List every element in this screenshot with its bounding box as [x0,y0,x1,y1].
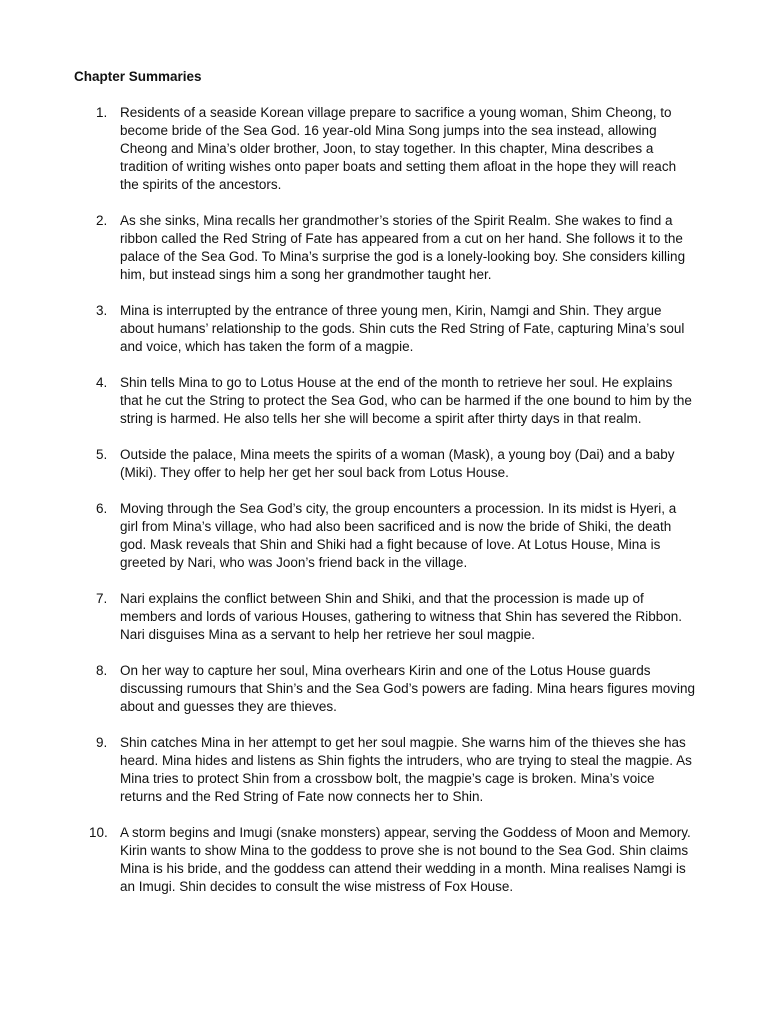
chapter-number-10: 10. [89,825,108,840]
chapter-summary-2 [0,212,768,284]
chapter-summary-text-8: On her way to capture her soul, Mina overhears Kirin and one of the Lotus House guards discussing rumours that Shin’s and the Sea God’s powers are fading. Mina hears figures moving about and guesses they are thieves. [120,663,696,714]
page-title: Chapter Summaries [74,69,202,84]
chapter-number-9: 9. [96,735,108,750]
chapter-summary-text-10: A storm begins and Imugi (snake monsters) appear, serving the Goddess of Moon and Memory. Kirin wants to show Mina to the goddess to prove she is not bound to the Sea God. Shin claims Mina is his bride, and the goddess can attend their wedding in a month. Mina realises Namgi is an Imugi. Shin decides to consult the wise mistress of Fox House. [120,825,691,894]
chapter-summary-text-5: Outside the palace, Mina meets the spirits of a woman (Mask), a young boy (Dai) and a baby (Miki). They offer to help her get her soul back from Lotus House. [120,447,675,480]
chapter-summary-list [0,104,768,914]
chapter-number-6: 6. [96,501,108,516]
chapter-number-2: 2. [96,213,108,228]
chapter-summary-text-4: Shin tells Mina to go to Lotus House at the end of the month to retrieve her soul. He explains that he cut the String to protect the Sea God, who can be harmed if the one bound to him by the string is harmed. He also tells her she will become a spirit after thirty days in that realm. [120,375,692,426]
chapter-number-5: 5. [96,447,108,462]
chapter-number-1: 1. [96,105,108,120]
chapter-summary-5 [0,446,768,482]
chapter-summary-8 [0,662,768,716]
chapter-number-4: 4. [96,375,108,390]
chapter-summary-9 [0,734,768,806]
chapter-summary-10 [0,824,768,896]
chapter-summary-1 [0,104,768,194]
chapter-number-7: 7. [96,591,108,606]
chapter-number-8: 8. [96,663,108,678]
chapter-summary-7 [0,590,768,644]
chapter-number-3: 3. [96,303,108,318]
chapter-summary-4 [0,374,768,428]
chapter-summary-text-1: Residents of a seaside Korean village prepare to sacrifice a young woman, Shim Cheong, to become bride of the Sea God. 16 year-old Mina Song jumps into the sea instead, allowing Cheong and Mina’s older brother, Joon, to stay together. In this chapter, Mina describes a tradition of writing wishes onto paper boats and setting them afloat in the hope they will reach the spirits of the ancestors. [120,105,677,192]
chapter-summary-text-2: As she sinks, Mina recalls her grandmother’s stories of the Spirit Realm. She wakes to find a ribbon called the Red String of Fate has appeared from a cut on her hand. She follows it to the palace of the Sea God. To Mina’s surprise the god is a lonely-looking boy. She considers killing him, but instead sings him a song her grandmother taught her. [120,213,686,282]
chapter-summary-text-7: Nari explains the conflict between Shin and Shiki, and that the procession is made up of members and lords of various Houses, gathering to witness that Shin has severed the Ribbon. Nari disguises Mina as a servant to help her retrieve her soul magpie. [120,591,683,642]
chapter-summary-text-6: Moving through the Sea God’s city, the group encounters a procession. In its midst is Hyeri, a girl from Mina’s village, who had also been sacrificed and is now the bride of Shiki, the death god. Mask reveals that Shin and Shiki had a fight because of love. At Lotus House, Mina is greeted by Nari, who was Joon’s friend back in the village. [120,501,677,570]
chapter-summary-3 [0,302,768,356]
chapter-summary-text-3: Mina is interrupted by the entrance of three young men, Kirin, Namgi and Shin. They argue about humans’ relationship to the gods. Shin cuts the Red String of Fate, capturing Mina’s soul and voice, which has taken the form of a magpie. [120,303,685,354]
chapter-summary-text-9: Shin catches Mina in her attempt to get her soul magpie. She warns him of the thieves she has heard. Mina hides and listens as Shin fights the intruders, who are trying to steal the magpie. As Mina tries to protect Shin from a crossbow bolt, the magpie’s cage is broken. Mina’s voice returns and the Red String of Fate now connects her to Shin. [120,735,692,804]
chapter-summary-6 [0,500,768,572]
